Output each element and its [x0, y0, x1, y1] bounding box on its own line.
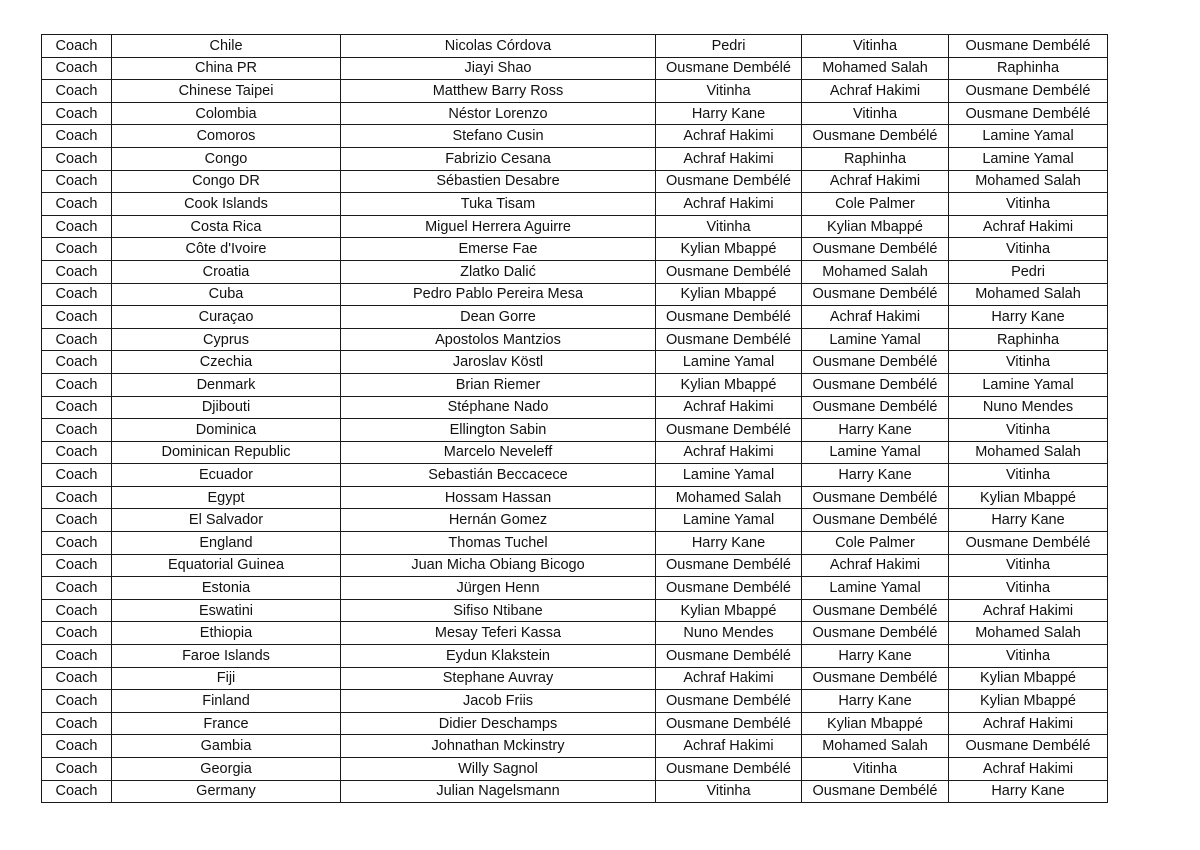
country-cell: Comoros: [112, 125, 341, 148]
name-cell: Dean Gorre: [341, 306, 656, 329]
second-choice-cell: Harry Kane: [802, 464, 949, 487]
third-choice-cell: Ousmane Dembélé: [949, 80, 1108, 103]
table-row: [42, 441, 1108, 464]
name-cell: Sebastián Beccacece: [341, 464, 656, 487]
first-choice-cell: Ousmane Dembélé: [656, 577, 802, 600]
name-cell: Nicolas Córdova: [341, 35, 656, 58]
first-choice-cell: Ousmane Dembélé: [656, 690, 802, 713]
second-choice-cell: Ousmane Dembélé: [802, 373, 949, 396]
second-choice-cell: Cole Palmer: [802, 193, 949, 216]
table-row: [42, 125, 1108, 148]
table-row: [42, 102, 1108, 125]
role-cell: Coach: [42, 509, 112, 532]
third-choice-cell: Vitinha: [949, 351, 1108, 374]
table-row: [42, 351, 1108, 374]
third-choice-cell: Achraf Hakimi: [949, 599, 1108, 622]
table-row: [42, 396, 1108, 419]
role-cell: Coach: [42, 599, 112, 622]
country-cell: Cook Islands: [112, 193, 341, 216]
first-choice-cell: Ousmane Dembélé: [656, 758, 802, 781]
role-cell: Coach: [42, 260, 112, 283]
name-cell: Juan Micha Obiang Bicogo: [341, 554, 656, 577]
name-cell: Apostolos Mantzios: [341, 328, 656, 351]
table-row: [42, 80, 1108, 103]
first-choice-cell: Vitinha: [656, 80, 802, 103]
second-choice-cell: Lamine Yamal: [802, 441, 949, 464]
third-choice-cell: Harry Kane: [949, 306, 1108, 329]
first-choice-cell: Vitinha: [656, 215, 802, 238]
second-choice-cell: Lamine Yamal: [802, 577, 949, 600]
first-choice-cell: Harry Kane: [656, 102, 802, 125]
table-row: [42, 238, 1108, 261]
table-row: [42, 283, 1108, 306]
role-cell: Coach: [42, 396, 112, 419]
country-cell: Fiji: [112, 667, 341, 690]
role-cell: Coach: [42, 645, 112, 668]
name-cell: Brian Riemer: [341, 373, 656, 396]
name-cell: Stephane Auvray: [341, 667, 656, 690]
country-cell: Ecuador: [112, 464, 341, 487]
country-cell: China PR: [112, 57, 341, 80]
first-choice-cell: Lamine Yamal: [656, 351, 802, 374]
second-choice-cell: Vitinha: [802, 35, 949, 58]
second-choice-cell: Ousmane Dembélé: [802, 238, 949, 261]
second-choice-cell: Ousmane Dembélé: [802, 622, 949, 645]
second-choice-cell: Achraf Hakimi: [802, 170, 949, 193]
country-cell: Faroe Islands: [112, 645, 341, 668]
second-choice-cell: Achraf Hakimi: [802, 554, 949, 577]
third-choice-cell: Achraf Hakimi: [949, 215, 1108, 238]
country-cell: Congo: [112, 147, 341, 170]
name-cell: Mesay Teferi Kassa: [341, 622, 656, 645]
third-choice-cell: Kylian Mbappé: [949, 486, 1108, 509]
table-row: [42, 577, 1108, 600]
country-cell: Georgia: [112, 758, 341, 781]
third-choice-cell: Nuno Mendes: [949, 396, 1108, 419]
third-choice-cell: Kylian Mbappé: [949, 690, 1108, 713]
country-cell: Cuba: [112, 283, 341, 306]
second-choice-cell: Ousmane Dembélé: [802, 667, 949, 690]
table-row: [42, 419, 1108, 442]
second-choice-cell: Achraf Hakimi: [802, 306, 949, 329]
second-choice-cell: Vitinha: [802, 758, 949, 781]
table-row: [42, 690, 1108, 713]
name-cell: Néstor Lorenzo: [341, 102, 656, 125]
role-cell: Coach: [42, 57, 112, 80]
second-choice-cell: Ousmane Dembélé: [802, 599, 949, 622]
third-choice-cell: Achraf Hakimi: [949, 712, 1108, 735]
name-cell: Stéphane Nado: [341, 396, 656, 419]
country-cell: Equatorial Guinea: [112, 554, 341, 577]
third-choice-cell: Harry Kane: [949, 509, 1108, 532]
second-choice-cell: Vitinha: [802, 102, 949, 125]
first-choice-cell: Achraf Hakimi: [656, 147, 802, 170]
name-cell: Julian Nagelsmann: [341, 780, 656, 803]
first-choice-cell: Pedri: [656, 35, 802, 58]
name-cell: Willy Sagnol: [341, 758, 656, 781]
country-cell: Cyprus: [112, 328, 341, 351]
third-choice-cell: Harry Kane: [949, 780, 1108, 803]
third-choice-cell: Mohamed Salah: [949, 441, 1108, 464]
role-cell: Coach: [42, 147, 112, 170]
first-choice-cell: Harry Kane: [656, 532, 802, 555]
country-cell: Congo DR: [112, 170, 341, 193]
first-choice-cell: Ousmane Dembélé: [656, 328, 802, 351]
third-choice-cell: Vitinha: [949, 238, 1108, 261]
country-cell: Ethiopia: [112, 622, 341, 645]
country-cell: Colombia: [112, 102, 341, 125]
country-cell: Finland: [112, 690, 341, 713]
role-cell: Coach: [42, 193, 112, 216]
third-choice-cell: Ousmane Dembélé: [949, 735, 1108, 758]
votes-table-body: [42, 35, 1108, 803]
third-choice-cell: Kylian Mbappé: [949, 667, 1108, 690]
first-choice-cell: Achraf Hakimi: [656, 667, 802, 690]
table-row: [42, 373, 1108, 396]
first-choice-cell: Achraf Hakimi: [656, 193, 802, 216]
second-choice-cell: Ousmane Dembélé: [802, 780, 949, 803]
table-row: [42, 667, 1108, 690]
table-row: [42, 509, 1108, 532]
second-choice-cell: Ousmane Dembélé: [802, 283, 949, 306]
third-choice-cell: Vitinha: [949, 464, 1108, 487]
table-row: [42, 170, 1108, 193]
third-choice-cell: Ousmane Dembélé: [949, 102, 1108, 125]
name-cell: Ellington Sabin: [341, 419, 656, 442]
name-cell: Jiayi Shao: [341, 57, 656, 80]
second-choice-cell: Ousmane Dembélé: [802, 351, 949, 374]
role-cell: Coach: [42, 441, 112, 464]
country-cell: Curaçao: [112, 306, 341, 329]
second-choice-cell: Ousmane Dembélé: [802, 125, 949, 148]
first-choice-cell: Ousmane Dembélé: [656, 554, 802, 577]
third-choice-cell: Vitinha: [949, 554, 1108, 577]
role-cell: Coach: [42, 102, 112, 125]
table-row: [42, 193, 1108, 216]
role-cell: Coach: [42, 80, 112, 103]
third-choice-cell: Pedri: [949, 260, 1108, 283]
third-choice-cell: Vitinha: [949, 419, 1108, 442]
role-cell: Coach: [42, 328, 112, 351]
name-cell: Hossam Hassan: [341, 486, 656, 509]
second-choice-cell: Mohamed Salah: [802, 260, 949, 283]
name-cell: Matthew Barry Ross: [341, 80, 656, 103]
country-cell: Gambia: [112, 735, 341, 758]
role-cell: Coach: [42, 125, 112, 148]
third-choice-cell: Vitinha: [949, 577, 1108, 600]
first-choice-cell: Lamine Yamal: [656, 509, 802, 532]
country-cell: Chinese Taipei: [112, 80, 341, 103]
third-choice-cell: Raphinha: [949, 57, 1108, 80]
role-cell: Coach: [42, 419, 112, 442]
first-choice-cell: Kylian Mbappé: [656, 238, 802, 261]
first-choice-cell: Ousmane Dembélé: [656, 260, 802, 283]
third-choice-cell: Mohamed Salah: [949, 283, 1108, 306]
name-cell: Jaroslav Köstl: [341, 351, 656, 374]
first-choice-cell: Ousmane Dembélé: [656, 419, 802, 442]
name-cell: Emerse Fae: [341, 238, 656, 261]
table-row: [42, 215, 1108, 238]
second-choice-cell: Ousmane Dembélé: [802, 396, 949, 419]
table-row: [42, 532, 1108, 555]
country-cell: Dominican Republic: [112, 441, 341, 464]
third-choice-cell: Ousmane Dembélé: [949, 35, 1108, 58]
first-choice-cell: Mohamed Salah: [656, 486, 802, 509]
role-cell: Coach: [42, 170, 112, 193]
role-cell: Coach: [42, 373, 112, 396]
role-cell: Coach: [42, 712, 112, 735]
country-cell: Denmark: [112, 373, 341, 396]
second-choice-cell: Cole Palmer: [802, 532, 949, 555]
name-cell: Didier Deschamps: [341, 712, 656, 735]
country-cell: Croatia: [112, 260, 341, 283]
table-row: [42, 622, 1108, 645]
role-cell: Coach: [42, 735, 112, 758]
country-cell: El Salvador: [112, 509, 341, 532]
role-cell: Coach: [42, 486, 112, 509]
third-choice-cell: Lamine Yamal: [949, 125, 1108, 148]
country-cell: Eswatini: [112, 599, 341, 622]
table-row: [42, 35, 1108, 58]
country-cell: Côte d'Ivoire: [112, 238, 341, 261]
table-row: [42, 306, 1108, 329]
first-choice-cell: Lamine Yamal: [656, 464, 802, 487]
first-choice-cell: Ousmane Dembélé: [656, 170, 802, 193]
table-row: [42, 645, 1108, 668]
role-cell: Coach: [42, 622, 112, 645]
first-choice-cell: Kylian Mbappé: [656, 283, 802, 306]
name-cell: Pedro Pablo Pereira Mesa: [341, 283, 656, 306]
votes-table: [41, 34, 1108, 803]
name-cell: Jürgen Henn: [341, 577, 656, 600]
role-cell: Coach: [42, 532, 112, 555]
table-row: [42, 328, 1108, 351]
role-cell: Coach: [42, 283, 112, 306]
first-choice-cell: Achraf Hakimi: [656, 396, 802, 419]
first-choice-cell: Nuno Mendes: [656, 622, 802, 645]
name-cell: Stefano Cusin: [341, 125, 656, 148]
second-choice-cell: Mohamed Salah: [802, 57, 949, 80]
country-cell: Djibouti: [112, 396, 341, 419]
name-cell: Miguel Herrera Aguirre: [341, 215, 656, 238]
country-cell: Germany: [112, 780, 341, 803]
name-cell: Eydun Klakstein: [341, 645, 656, 668]
country-cell: Chile: [112, 35, 341, 58]
country-cell: Czechia: [112, 351, 341, 374]
second-choice-cell: Achraf Hakimi: [802, 80, 949, 103]
role-cell: Coach: [42, 351, 112, 374]
table-row: [42, 57, 1108, 80]
vote-sheet: [41, 34, 1108, 803]
table-row: [42, 464, 1108, 487]
name-cell: Tuka Tisam: [341, 193, 656, 216]
name-cell: Jacob Friis: [341, 690, 656, 713]
third-choice-cell: Vitinha: [949, 645, 1108, 668]
second-choice-cell: Mohamed Salah: [802, 735, 949, 758]
first-choice-cell: Kylian Mbappé: [656, 373, 802, 396]
first-choice-cell: Ousmane Dembélé: [656, 306, 802, 329]
second-choice-cell: Harry Kane: [802, 419, 949, 442]
table-row: [42, 554, 1108, 577]
third-choice-cell: Mohamed Salah: [949, 170, 1108, 193]
name-cell: Zlatko Dalić: [341, 260, 656, 283]
first-choice-cell: Ousmane Dembélé: [656, 645, 802, 668]
country-cell: England: [112, 532, 341, 555]
second-choice-cell: Ousmane Dembélé: [802, 486, 949, 509]
role-cell: Coach: [42, 780, 112, 803]
country-cell: Costa Rica: [112, 215, 341, 238]
country-cell: Dominica: [112, 419, 341, 442]
role-cell: Coach: [42, 554, 112, 577]
country-cell: Estonia: [112, 577, 341, 600]
role-cell: Coach: [42, 758, 112, 781]
table-row: [42, 712, 1108, 735]
table-row: [42, 260, 1108, 283]
table-row: [42, 486, 1108, 509]
second-choice-cell: Raphinha: [802, 147, 949, 170]
third-choice-cell: Lamine Yamal: [949, 147, 1108, 170]
first-choice-cell: Achraf Hakimi: [656, 441, 802, 464]
third-choice-cell: Achraf Hakimi: [949, 758, 1108, 781]
role-cell: Coach: [42, 690, 112, 713]
table-row: [42, 599, 1108, 622]
third-choice-cell: Mohamed Salah: [949, 622, 1108, 645]
name-cell: Johnathan Mckinstry: [341, 735, 656, 758]
country-cell: France: [112, 712, 341, 735]
name-cell: Fabrizio Cesana: [341, 147, 656, 170]
third-choice-cell: Ousmane Dembélé: [949, 532, 1108, 555]
name-cell: Thomas Tuchel: [341, 532, 656, 555]
table-row: [42, 758, 1108, 781]
table-row: [42, 735, 1108, 758]
second-choice-cell: Kylian Mbappé: [802, 712, 949, 735]
country-cell: Egypt: [112, 486, 341, 509]
third-choice-cell: Raphinha: [949, 328, 1108, 351]
second-choice-cell: Harry Kane: [802, 690, 949, 713]
first-choice-cell: Vitinha: [656, 780, 802, 803]
table-row: [42, 780, 1108, 803]
role-cell: Coach: [42, 464, 112, 487]
role-cell: Coach: [42, 667, 112, 690]
role-cell: Coach: [42, 306, 112, 329]
third-choice-cell: Vitinha: [949, 193, 1108, 216]
first-choice-cell: Ousmane Dembélé: [656, 712, 802, 735]
second-choice-cell: Lamine Yamal: [802, 328, 949, 351]
name-cell: Hernán Gomez: [341, 509, 656, 532]
first-choice-cell: Achraf Hakimi: [656, 125, 802, 148]
first-choice-cell: Ousmane Dembélé: [656, 57, 802, 80]
table-row: [42, 147, 1108, 170]
role-cell: Coach: [42, 238, 112, 261]
name-cell: Sébastien Desabre: [341, 170, 656, 193]
name-cell: Sifiso Ntibane: [341, 599, 656, 622]
role-cell: Coach: [42, 577, 112, 600]
second-choice-cell: Kylian Mbappé: [802, 215, 949, 238]
third-choice-cell: Lamine Yamal: [949, 373, 1108, 396]
second-choice-cell: Ousmane Dembélé: [802, 509, 949, 532]
first-choice-cell: Achraf Hakimi: [656, 735, 802, 758]
first-choice-cell: Kylian Mbappé: [656, 599, 802, 622]
role-cell: Coach: [42, 35, 112, 58]
role-cell: Coach: [42, 215, 112, 238]
second-choice-cell: Harry Kane: [802, 645, 949, 668]
name-cell: Marcelo Neveleff: [341, 441, 656, 464]
